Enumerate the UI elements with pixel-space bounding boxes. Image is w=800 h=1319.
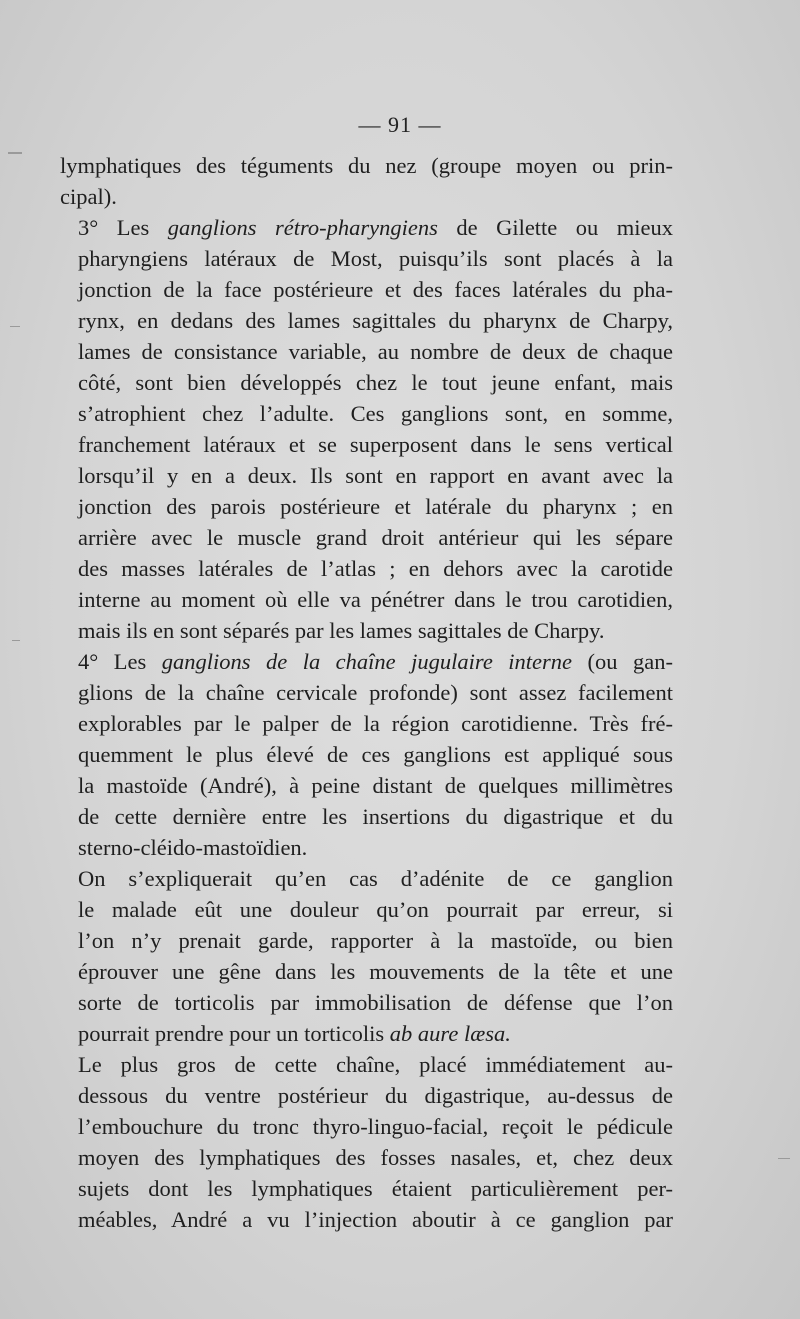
- text-line: rynx, en dedans des lames sagittales du pharynx de Charpy,: [78, 308, 673, 333]
- text-line: lorsqu’il y en a deux. Ils sont en rapport en avant avec la: [78, 463, 673, 488]
- text-line: dessous du ventre postérieur du digastrique, au-dessus de: [78, 1083, 673, 1108]
- margin-mark: [10, 326, 20, 327]
- page-number: — 91 —: [358, 112, 442, 137]
- text-line: jonction des parois postérieure et latérale du pharynx ; en: [78, 494, 673, 519]
- text-line: On s’expliquerait qu’en cas d’adénite de ce ganglion: [78, 866, 673, 891]
- text-line: explorables par le palper de la région carotidienne. Très fré-: [78, 711, 673, 736]
- text-line: arrière avec le muscle grand droit antérieur qui les sépare: [78, 525, 673, 550]
- text-line: lymphatiques des téguments du nez (groupe moyen ou prin-: [60, 153, 673, 178]
- text-line: sorte de torticolis par immobilisation de défense que l’on: [78, 990, 673, 1015]
- text-line: pharyngiens latéraux de Most, puisqu’ils sont placés à la: [78, 246, 673, 271]
- paragraph: [60, 646, 673, 863]
- text-line: pourrait prendre pour un torticolis ab aure læsa.: [78, 1021, 511, 1046]
- text-line: 4° Les ganglions de la chaîne jugulaire interne (ou gan-: [78, 649, 673, 674]
- italic-term: ab aure læsa.: [389, 1021, 511, 1046]
- text-line: glions de la chaîne cervicale profonde) sont assez facilement: [78, 680, 673, 705]
- text-line: de cette dernière entre les insertions du digastrique et du: [78, 804, 673, 829]
- text-line: l’on n’y prenait garde, rapporter à la mastoïde, ou bien: [78, 928, 673, 953]
- paragraph: [60, 1049, 673, 1235]
- text-line: interne au moment où elle va pénétrer dans le trou carotidien,: [78, 587, 673, 612]
- text-line: cipal).: [60, 184, 117, 209]
- text-line: franchement latéraux et se superposent dans le sens vertical: [78, 432, 673, 457]
- text-line: jonction de la face postérieure et des faces latérales du pha-: [78, 277, 673, 302]
- italic-term: ganglions de la chaîne jugulaire interne: [161, 649, 573, 674]
- text-line: lames de consistance variable, au nombre de deux de chaque: [78, 339, 673, 364]
- body-text: [60, 150, 673, 1235]
- text-line: moyen des lymphatiques des fosses nasales, et, chez deux: [78, 1145, 673, 1170]
- text-line: Le plus gros de cette chaîne, placé immédiatement au-: [78, 1052, 673, 1077]
- text-line: l’embouchure du tronc thyro-linguo-facial, reçoit le pédicule: [78, 1114, 673, 1139]
- text-line: sterno-cléido-mastoïdien.: [78, 835, 308, 860]
- paragraph: [60, 150, 673, 212]
- text-line: sujets dont les lymphatiques étaient particulièrement per-: [78, 1176, 673, 1201]
- text-line: 3° Les ganglions rétro-pharyngiens de Gilette ou mieux: [78, 215, 674, 240]
- text-line: quemment le plus élevé de ces ganglions est appliqué sous: [78, 742, 673, 767]
- text-line: des masses latérales de l’atlas ; en dehors avec la carotide: [78, 556, 673, 581]
- text-line: s’atrophient chez l’adulte. Ces ganglions sont, en somme,: [78, 401, 673, 426]
- margin-mark: [12, 640, 20, 641]
- text-line: mais ils en sont séparés par les lames sagittales de Charpy.: [78, 618, 605, 643]
- text-line: éprouver une gêne dans les mouvements de la tête et une: [78, 959, 673, 984]
- text-line: la mastoïde (André), à peine distant de quelques millimètres: [78, 773, 673, 798]
- text-line: méables, André a vu l’injection aboutir à ce ganglion par: [78, 1207, 673, 1232]
- paragraph: [60, 212, 673, 646]
- text-line: le malade eût une douleur qu’on pourrait par erreur, si: [78, 897, 673, 922]
- paragraph: [60, 863, 673, 1049]
- margin-mark: [8, 152, 22, 154]
- text-line: côté, sont bien développés chez le tout jeune enfant, mais: [78, 370, 673, 395]
- margin-mark: [778, 1158, 790, 1159]
- italic-term: ganglions rétro-pharyngiens: [167, 215, 438, 240]
